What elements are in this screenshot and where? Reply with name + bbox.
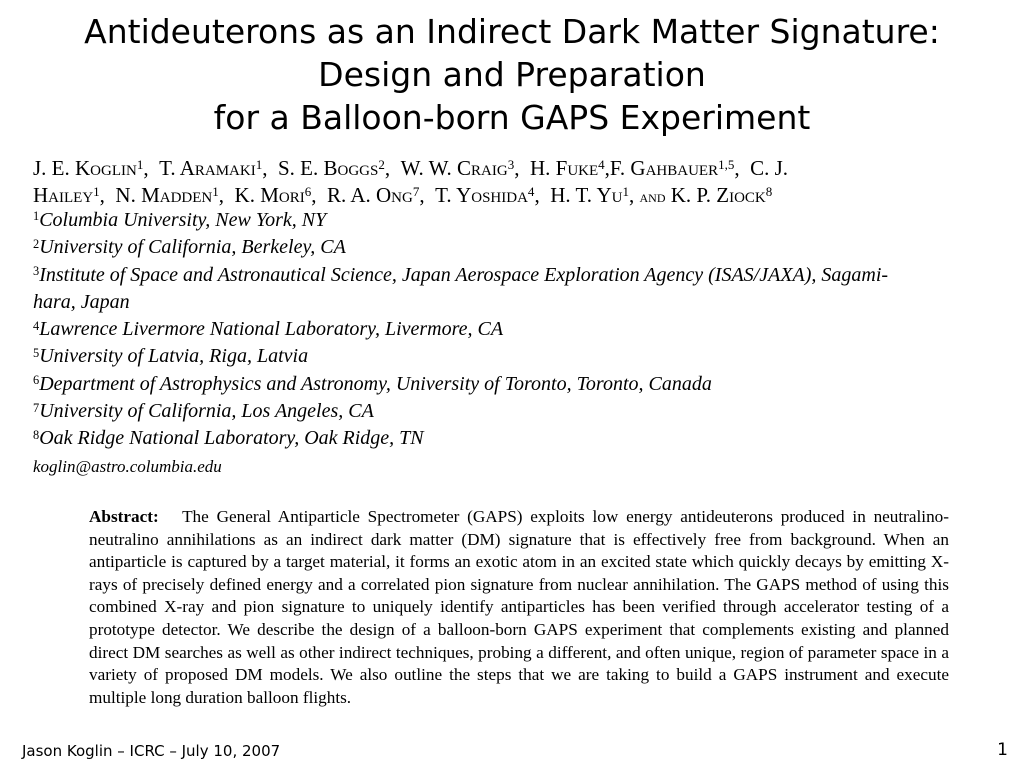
author-name: N. Madden [115, 183, 213, 207]
affiliation-number: 3 [33, 264, 40, 279]
page-number: 1 [997, 740, 1008, 760]
author-affil-marker: 1 [136, 157, 144, 173]
affiliation-item [33, 425, 1013, 452]
affiliation-text: Columbia University, New York, NY [39, 209, 327, 231]
affiliation-item [33, 262, 1013, 289]
author-name: T. Yoshida [435, 183, 528, 207]
affiliation-text: University of Latvia, Riga, Latvia [39, 345, 309, 368]
author-affil-marker: 1,5 [718, 157, 735, 173]
author-name: H. T. Yu [550, 183, 623, 207]
author-affil-marker: 6 [304, 184, 312, 200]
affiliation-number: 2 [33, 236, 40, 251]
affiliation-item [33, 371, 1013, 398]
affiliation-text: Department of Astrophysics and Astronomy, University of Toronto, Toronto, Canada [39, 372, 712, 395]
affiliation-list [33, 207, 1013, 453]
affiliation-item [33, 398, 1013, 425]
affiliation-item [33, 234, 1013, 261]
affiliation-text: Institute of Space and Astronautical Science, Japan Aerospace Exploration Agency (ISAS/JAXA), Sagami- [39, 263, 889, 286]
author-affil-marker: 8 [765, 184, 773, 200]
author-name: H. Fuke [529, 156, 599, 180]
author-affil-marker: 3 [507, 157, 515, 173]
author-name: R. A. Ong [326, 183, 413, 207]
affiliation-number: 8 [33, 427, 40, 442]
affiliation-text: University of California, Berkeley, CA [39, 236, 346, 259]
author-name: Hailey [33, 183, 94, 207]
affiliation-number: 7 [33, 400, 40, 415]
abstract-label: Abstract: [89, 507, 159, 526]
affiliation-number: 6 [33, 373, 40, 388]
affiliation-continuation: hara, Japan [33, 290, 130, 313]
author-line-2: Hailey$^1$, N. Madden$^1$, K. Mori$^6$, R. A. Ong$^7$, T. Yoshida$^4$, H. T. Yu$^1$, and K. P. Ziock$^8$ [33, 183, 773, 207]
author-line-1: J. E. Koglin$^1$, T. Aramaki$^1$, S. E. Boggs$^2$, W. W. Craig$^3$, H. Fuke$^4$,F. Gahbauer$^{1,5}$, C. J. [33, 156, 789, 180]
title-line-2: Design and Preparation [318, 55, 706, 94]
affiliation-item [33, 316, 1013, 343]
author-name: K. P. Ziock [670, 183, 766, 207]
author-affil-marker: 7 [412, 184, 420, 200]
title-line-3: for a Balloon-born GAPS Experiment [213, 98, 811, 137]
author-affil-marker: 1 [255, 157, 263, 173]
slide-title [0, 10, 1024, 139]
author-name: S. E. Boggs [277, 156, 379, 180]
affiliation-text: University of California, Los Angeles, CA [39, 400, 374, 423]
author-affil-marker: 1 [212, 184, 219, 200]
abstract-text: The General Antiparticle Spectrometer (GAPS) exploits low energy antideuterons produced in neutralino-neutralino annihilations as an indirect dark matter (DM) signature that is effectively free from background. When an antiparticle is captured by a target material, it forms an exotic atom in an excited state which quickly decays by emitting X-rays of precisely defined energy and a correlated pion signature from nuclear annihilation. The GAPS method of using this combined X-ray and pion signature to uniquely identify antiparticles has been verified through accelerator testing of a prototype detector. We describe the design of a balloon-born GAPS experiment that complements existing and planned direct DM searches as well as other indirect techniques, probing a different, and often unique, region of parameter space in a variety of proposed DM models. We also outline the steps that we are taking to build a GAPS instrument and execute multiple long duration balloon flights. [89, 507, 949, 707]
footer-presenter-info: Jason Koglin – ICRC – July 10, 2007 [22, 742, 281, 760]
author-name: T. Aramaki [159, 156, 256, 180]
abstract [89, 506, 949, 709]
affiliation-number: 1 [33, 209, 40, 224]
affiliation-number: 4 [33, 318, 40, 333]
title-line-1: Antideuterons as an Indirect Dark Matter Signature: [84, 12, 940, 51]
author-name: W. W. Craig [400, 156, 508, 180]
author-affil-marker: 1 [622, 184, 629, 200]
author-name: F. Gahbauer [609, 156, 719, 180]
contact-email: koglin@astro.columbia.edu [33, 457, 222, 476]
author-name: K. Mori [234, 183, 305, 207]
affiliation-number: 5 [33, 345, 40, 360]
author-name: C. J. [750, 156, 789, 180]
author-affil-marker: 4 [598, 157, 605, 173]
affiliation-item [33, 207, 1013, 234]
affiliation-text: Oak Ridge National Laboratory, Oak Ridge, TN [39, 427, 424, 450]
author-affil-marker: 1 [93, 184, 100, 200]
author-list [33, 155, 1003, 210]
author-affil-marker: 4 [527, 184, 535, 200]
affiliation-item [33, 343, 1013, 370]
author-affil-marker: 2 [378, 157, 385, 173]
author-name: J. E. Koglin [33, 156, 137, 180]
and-word: and [639, 186, 666, 206]
affiliation-text: Lawrence Livermore National Laboratory, Livermore, CA [39, 318, 504, 341]
